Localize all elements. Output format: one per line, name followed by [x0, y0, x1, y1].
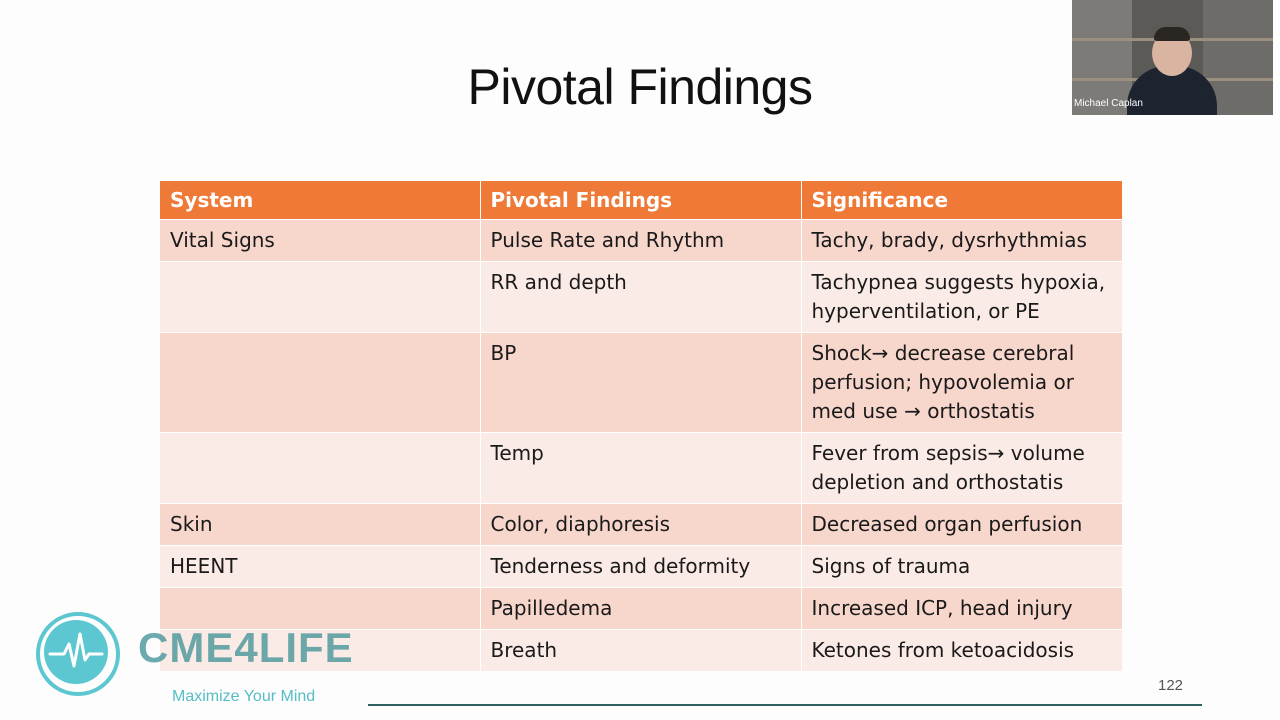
presenter-name: Michael Caplan	[1074, 98, 1143, 109]
slide-title: Pivotal Findings	[467, 59, 813, 115]
cell-finding: Temp	[480, 433, 801, 504]
table-row	[160, 220, 1122, 262]
slide-number: 122	[1158, 677, 1184, 694]
cell-significance: Increased ICP, head injury	[801, 588, 1122, 630]
cell-finding: Tenderness and deformity	[480, 546, 801, 588]
cell-significance: Fever from sepsis→ volume depletion and orthostatis	[801, 433, 1122, 504]
header-system: System	[160, 181, 480, 220]
cell-significance: Signs of trauma	[801, 546, 1122, 588]
cell-system	[160, 433, 480, 504]
cell-finding: Color, diaphoresis	[480, 504, 801, 546]
logo-wordmark: CME4LIFE	[138, 624, 354, 671]
cell-finding: RR and depth	[480, 262, 801, 333]
cell-significance: Shock→ decrease cerebral perfusion; hypovolemia or med use → orthostatis	[801, 333, 1122, 433]
cell-significance: Decreased organ perfusion	[801, 504, 1122, 546]
cell-significance: Ketones from ketoacidosis	[801, 630, 1122, 672]
presenter-hair	[1154, 27, 1190, 41]
cell-system: Skin	[160, 504, 480, 546]
table-row	[160, 546, 1122, 588]
presenter-video-tile[interactable]	[1072, 0, 1273, 115]
table-row	[160, 433, 1122, 504]
header-pivotal-findings: Pivotal Findings	[480, 181, 801, 220]
cell-finding: BP	[480, 333, 801, 433]
table-row	[160, 504, 1122, 546]
cell-system	[160, 262, 480, 333]
cell-system	[160, 333, 480, 433]
cell-significance: Tachy, brady, dysrhythmias	[801, 220, 1122, 262]
cell-finding: Breath	[480, 630, 801, 672]
cell-finding: Pulse Rate and Rhythm	[480, 220, 801, 262]
header-significance: Significance	[801, 181, 1122, 220]
table-row	[160, 262, 1122, 333]
cell-finding: Papilledema	[480, 588, 801, 630]
table-header-row	[160, 181, 1122, 220]
findings-table	[160, 181, 1122, 671]
logo-heartbeat-icon	[44, 620, 108, 684]
table-row	[160, 333, 1122, 433]
cme4life-logo	[34, 610, 374, 710]
cell-system: Vital Signs	[160, 220, 480, 262]
logo-tagline: Maximize Your Mind	[172, 688, 316, 705]
cell-significance: Tachypnea suggests hypoxia, hyperventilation, or PE	[801, 262, 1122, 333]
cell-system: HEENT	[160, 546, 480, 588]
footer-divider	[368, 704, 1202, 706]
